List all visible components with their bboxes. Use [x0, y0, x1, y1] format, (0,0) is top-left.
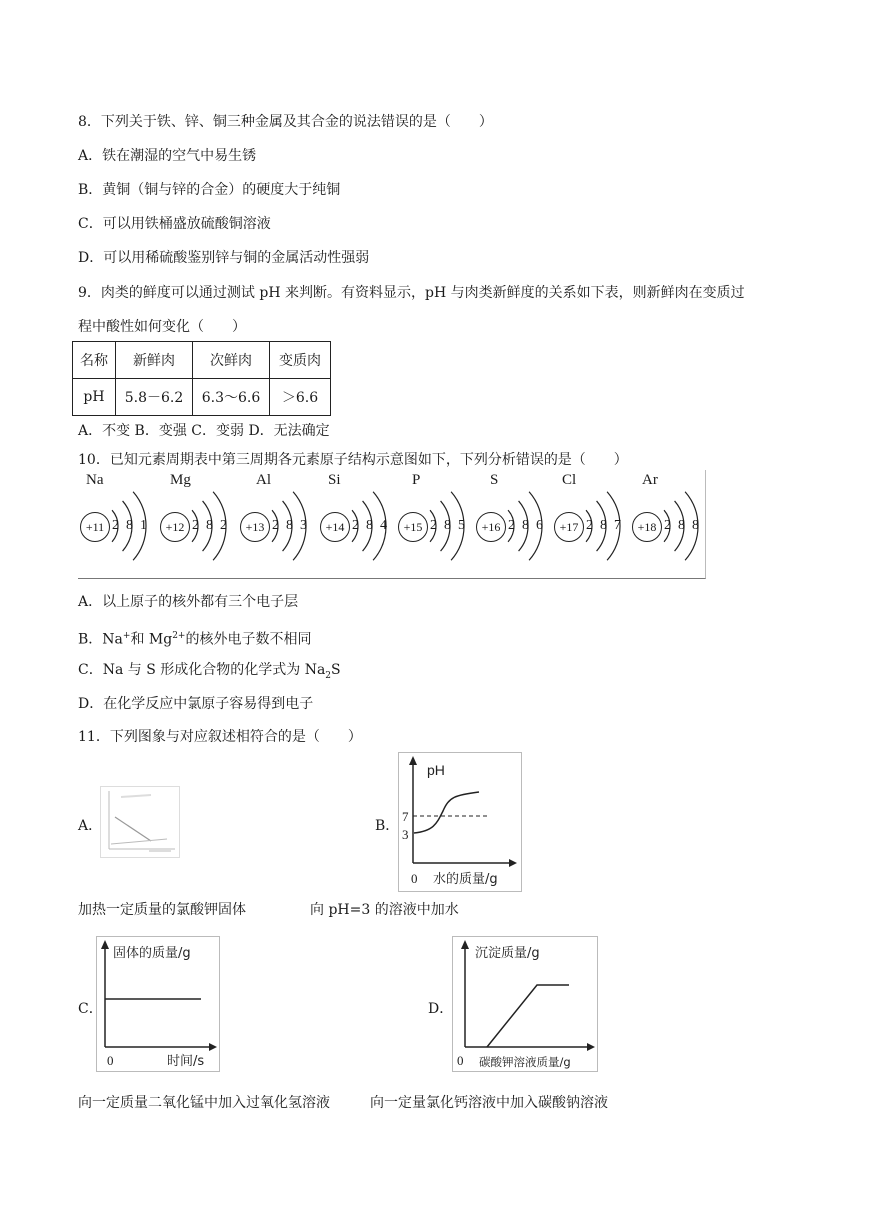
- q8-option-a: A．铁在潮湿的空气中易生锈: [78, 148, 257, 164]
- element-symbol: Mg: [170, 472, 191, 488]
- graph-d-origin: 0: [457, 1053, 464, 1068]
- graph-b-caption: 向 pH=3 的溶液中加水: [310, 902, 459, 918]
- table-cell: 6.3～6.6: [193, 379, 270, 416]
- table-cell: 变质肉: [270, 342, 331, 379]
- atom-diagram-na: [78, 470, 156, 578]
- electron-count: 7: [614, 518, 621, 533]
- graph-c-letter: C．: [78, 1001, 103, 1017]
- electron-count: 8: [692, 518, 699, 533]
- option-text: 和 Mg: [130, 631, 173, 648]
- graph-d-caption: 向一定量氯化钙溶液中加入碳酸钠溶液: [370, 1095, 608, 1111]
- electron-count: 2: [272, 518, 279, 533]
- q8-option-c: C．可以用铁桶盛放硫酸铜溶液: [78, 216, 271, 232]
- electron-count: 2: [430, 518, 437, 533]
- table-row: [73, 379, 331, 416]
- element-symbol: P: [412, 472, 421, 488]
- element-symbol: Al: [256, 472, 271, 488]
- electron-count: 2: [192, 518, 199, 533]
- graph-c-svg: [97, 937, 219, 1071]
- electron-count: 8: [522, 518, 529, 533]
- atom-diagram-mg: [158, 470, 236, 578]
- electron-count: 8: [286, 518, 293, 533]
- electron-count: 1: [140, 518, 147, 533]
- atomic-structure-diagrams: [78, 470, 706, 579]
- electron-count: 6: [536, 518, 543, 533]
- q11-stem: 11．下列图象与对应叙述相符合的是（ ）: [78, 729, 362, 745]
- electron-count: 8: [366, 518, 373, 533]
- q10-stem: 10．已知元素周期表中第三周期各元素原子结构示意图如下，下列分析错误的是（ ）: [78, 452, 628, 468]
- electron-count: 8: [678, 518, 685, 533]
- atom-diagram-s: [474, 470, 552, 578]
- q10-option-d: D．在化学反应中氯原子容易得到电子: [78, 696, 314, 712]
- element-symbol: Ar: [642, 472, 658, 488]
- element-symbol: Na: [86, 472, 104, 488]
- q9-options: A．不变 B．变强 C．变弱 D．无法确定: [78, 423, 330, 439]
- element-symbol: Cl: [562, 472, 577, 488]
- element-symbol: Si: [328, 472, 341, 488]
- ph-freshness-table: [72, 341, 331, 416]
- graph-b: [398, 752, 522, 892]
- graph-b-ylabel: pH: [427, 762, 445, 778]
- table-cell: 名称: [73, 342, 116, 379]
- graph-c-caption: 向一定质量二氧化锰中加入过氧化氢溶液: [78, 1095, 330, 1111]
- electron-count: 4: [380, 518, 387, 533]
- atom-diagram-al: [238, 470, 316, 578]
- electron-count: 5: [458, 518, 465, 533]
- table-cell: 新鲜肉: [116, 342, 193, 379]
- nucleus-charge: +14: [320, 512, 350, 542]
- graph-d: [452, 936, 598, 1072]
- graph-c: [96, 936, 220, 1072]
- option-text: B．Na: [78, 631, 123, 648]
- superscript: 2+: [172, 631, 186, 641]
- table-cell: pH: [73, 379, 116, 416]
- graph-b-xlabel: 水的质量/g: [433, 872, 498, 887]
- electron-count: 8: [126, 518, 133, 533]
- nucleus-charge: +16: [476, 512, 506, 542]
- subscript: 2: [325, 670, 332, 681]
- electron-count: 8: [206, 518, 213, 533]
- nucleus-charge: +12: [160, 512, 190, 542]
- electron-count: 3: [300, 518, 307, 533]
- electron-count: 8: [600, 518, 607, 533]
- graph-a-caption: 加热一定质量的氯酸钾固体: [78, 902, 246, 918]
- electron-count: 2: [508, 518, 515, 533]
- q10-option-c: [78, 660, 341, 686]
- graph-b-origin: 0: [411, 871, 418, 886]
- q10-option-a: A．以上原子的核外都有三个电子层: [78, 594, 299, 610]
- electron-count: 2: [220, 518, 227, 533]
- graph-a-svg: [101, 787, 179, 857]
- option-text: S: [331, 662, 341, 678]
- atom-diagram-ar: [630, 470, 708, 578]
- q8-stem: 8．下列关于铁、锌、铜三种金属及其合金的说法错误的是（ ）: [78, 114, 493, 130]
- graph-d-svg: [453, 937, 597, 1071]
- table-cell: ＞6.6: [270, 379, 331, 416]
- nucleus-charge: +11: [80, 512, 110, 542]
- q10-option-b: [78, 626, 311, 650]
- electron-count: 2: [352, 518, 359, 533]
- atom-diagram-cl: [552, 470, 630, 578]
- nucleus-charge: +13: [240, 512, 270, 542]
- q9-stem-line2: 程中酸性如何变化（ ）: [78, 319, 246, 335]
- graph-a-letter: A．: [78, 818, 103, 834]
- graph-b-tick-3: 3: [402, 827, 409, 842]
- nucleus-charge: +18: [632, 512, 662, 542]
- graph-b-svg: [399, 753, 521, 891]
- q8-option-b: B．黄铜（铜与锌的合金）的硬度大于纯铜: [78, 182, 341, 198]
- table-cell: 次鲜肉: [193, 342, 270, 379]
- option-text: C．Na 与 S 形成化合物的化学式为 Na: [78, 662, 326, 678]
- element-symbol: S: [490, 472, 499, 488]
- electron-count: 2: [586, 518, 593, 533]
- superscript: +: [122, 631, 131, 641]
- table-cell: 5.8－6.2: [116, 379, 193, 416]
- graph-c-xlabel: 时间/s: [167, 1054, 205, 1069]
- q9-stem-line1: 9．肉类的鲜度可以通过测试 pH 来判断。有资料显示，pH 与肉类新鲜度的关系如下表，则新鲜肉在变质过: [78, 285, 745, 301]
- graph-d-letter: D．: [428, 1001, 454, 1017]
- nucleus-charge: +17: [554, 512, 584, 542]
- graph-c-origin: 0: [107, 1053, 114, 1068]
- graph-b-tick-7: 7: [402, 809, 409, 824]
- atom-diagram-si: [318, 470, 396, 578]
- electron-count: 8: [444, 518, 451, 533]
- q8-option-d: D．可以用稀硫酸鉴别锌与铜的金属活动性强弱: [78, 250, 370, 266]
- option-text: 的核外电子数不相同: [185, 631, 312, 648]
- atom-diagram-p: [396, 470, 474, 578]
- electron-count: 2: [664, 518, 671, 533]
- table-header-row: [73, 342, 331, 379]
- graph-d-xlabel: 碳酸钾溶液质量/g: [479, 1055, 571, 1069]
- graph-d-ylabel: 沉淀质量/g: [475, 946, 540, 961]
- graph-c-ylabel: 固体的质量/g: [113, 946, 191, 961]
- graph-a-thumbnail: [100, 786, 180, 858]
- nucleus-charge: +15: [398, 512, 428, 542]
- electron-count: 2: [112, 518, 119, 533]
- graph-b-letter: B．: [375, 818, 400, 834]
